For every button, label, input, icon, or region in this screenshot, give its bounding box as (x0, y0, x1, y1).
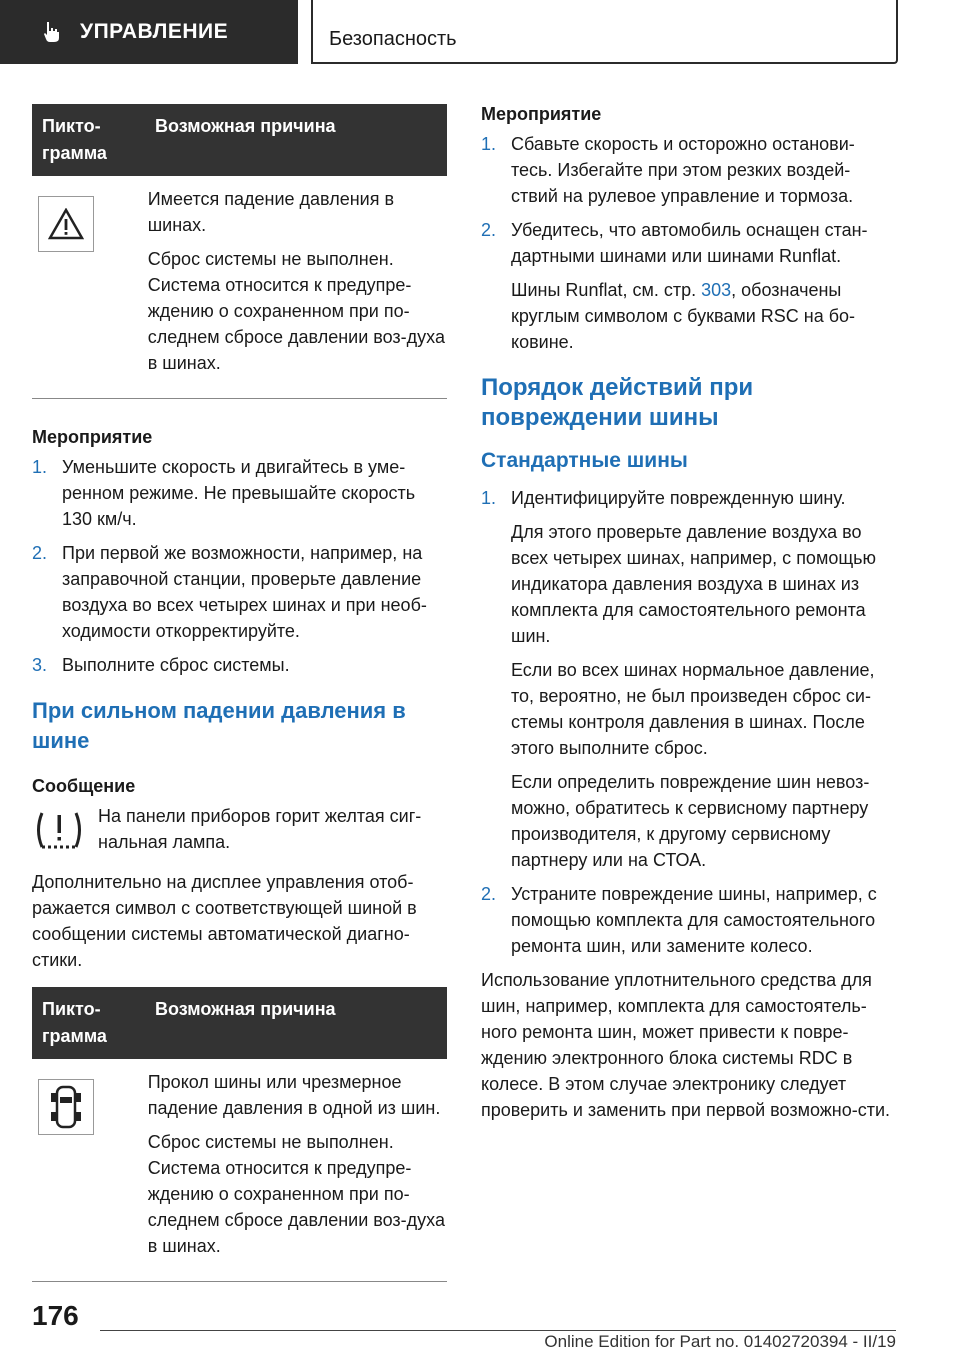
cause-text: Прокол шины или чрезмерное падение давления в одной из шин. (147, 1072, 441, 1118)
message-title: Сообщение (32, 776, 136, 796)
sealant-text: Использование уплотнительного средства для шин, например, комплекта для самостоятель-ного ремонта шин, может привести к повре-ждению электронного блока системы RDC в колесе. В этом случае электронику следует проверить и заменить при первой возможно-сти. (481, 970, 891, 1120)
list-item: 1. Идентифицируйте поврежденную шину. (481, 488, 846, 508)
message-block (32, 803, 447, 857)
page-link[interactable]: 303 (701, 280, 732, 300)
footer (32, 1300, 896, 1350)
standard-steps (481, 881, 896, 959)
table-col-pictogram: Пикто- грамма (42, 999, 107, 1046)
list-item: 2. Устраните повреждение шины, например, с помощью комплекта для самостоятельного ремонта шин, или замените колесо. (481, 884, 877, 956)
step-text: Если во всех шинах нормальное давление, то, вероятно, не был произведен сброс си-стемы контроля давления в шинах. После этого выполните сброс. (511, 660, 875, 758)
heading-procedure: Порядок действий при повреждении шины (481, 374, 754, 431)
runflat-note: Шины Runflat, см. стр. 303, обозначены круглым символом с буквами RSC на бо-ковине. (511, 280, 856, 352)
list-item: 2. Убедитесь, что автомобиль оснащен стан-дартными шинами или шинами Runflat. (481, 220, 868, 266)
cause-text: Имеется падение давления в шинах. (147, 189, 395, 235)
step-text: Если определить повреждение шин невоз-можно, обратитесь к сервисному партнеру производителя, к другому сервисному партнеру или на СТОА. (511, 772, 870, 870)
table-col-cause: Возможная причина (155, 999, 336, 1019)
standard-steps (481, 485, 896, 511)
list-item: 2. При первой же возможности, например, на заправочной станции, проверьте давление воздуха во всех четырех шинах и при необ-ходимости откорректируйте. (32, 543, 427, 641)
display-text: Дополнительно на дисплее управления отоб-ражается символ с соответствующей шиной в сообщении системы автоматической диагно-стики. (32, 872, 417, 970)
footer-divider (100, 1330, 896, 1331)
list-item: 1. Уменьшите скорость и двигайтесь в уме-ренном режиме. Не превышайте скорость 130 км/ч. (32, 457, 416, 529)
table-header (32, 987, 447, 1059)
message-text: На панели приборов горит желтая сиг-нальная лампа. (98, 806, 422, 852)
car-tires-icon (38, 1079, 94, 1135)
tire-pressure-warning-icon (32, 803, 86, 857)
left-column (32, 104, 447, 1282)
subsection-label: Безопасность (329, 28, 457, 50)
table-row (32, 1059, 447, 1282)
section-tab[interactable] (0, 0, 298, 64)
edition-text: Online Edition for Part no. 01402720394 - II/19 (544, 1332, 896, 1351)
step-text: Для этого проверьте давление воздуха во всех четырех шинах, например, с помощью индикатора давления воздуха в шинах из комплекта для самостоятельного ремонта шин. (511, 522, 877, 646)
heading-strong-drop: При сильном падении давления в шине (32, 698, 406, 753)
table-col-pictogram: Пикто- грамма (42, 116, 107, 163)
subsection-tab[interactable] (311, 0, 898, 64)
table-row (32, 176, 447, 399)
right-column (481, 104, 896, 1131)
measures-title: Мероприятие (32, 427, 153, 447)
measures-list (32, 454, 447, 678)
header-bar (0, 0, 960, 66)
cause-note: Сброс системы не выполнен. Система относится к предупре-ждению о сохраненном при по-следнем сбросе давлении воз-духа в шинах. (147, 1132, 445, 1256)
list-item: 1. Сбавьте скорость и осторожно останови-тесь. Избегайте при этом резких воздей-ствий на рулевое управление и тормоза. (481, 134, 855, 206)
measures-list (481, 131, 896, 269)
pointing-hand-icon (40, 20, 64, 44)
section-label: УПРАВЛЕНИЕ (80, 20, 229, 43)
warning-triangle-icon (38, 196, 94, 252)
page-number: 176 (32, 1300, 79, 1331)
table-header (32, 104, 447, 176)
cause-note: Сброс системы не выполнен. Система относится к предупре-ждению о сохраненном при по-следнем сбросе давлении воз-духа в шинах. (147, 249, 445, 373)
table-col-cause: Возможная причина (155, 116, 336, 136)
heading-standard: Стандартные шины (481, 449, 688, 472)
measures-title: Мероприятие (481, 104, 602, 124)
list-item: 3. Выполните сброс системы. (32, 655, 290, 675)
